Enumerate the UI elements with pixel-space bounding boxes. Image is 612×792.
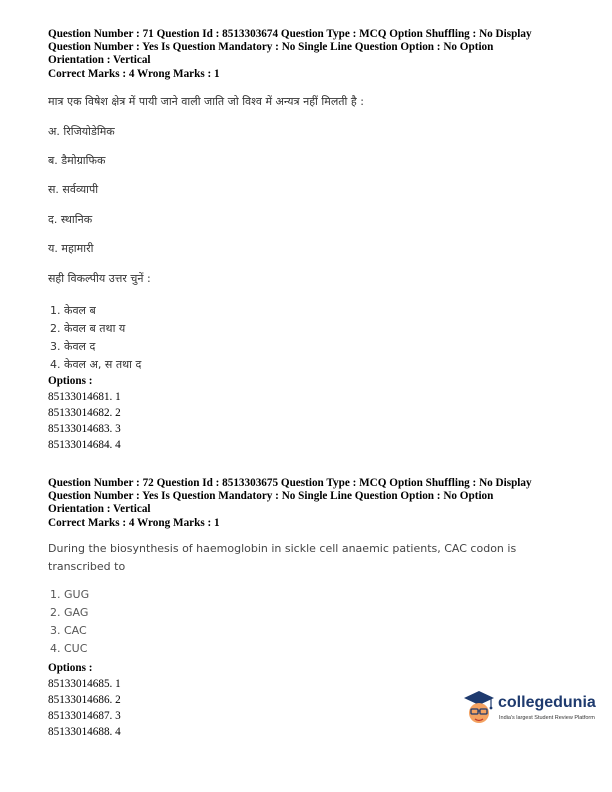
q72-option-id: 85133014685. 1 bbox=[48, 678, 121, 690]
q72-choice: 3. CAC bbox=[50, 624, 87, 637]
q71-option-id: 85133014684. 4 bbox=[48, 439, 121, 451]
q71-option-id: 85133014682. 2 bbox=[48, 407, 121, 419]
q71-marks: Correct Marks : 4 Wrong Marks : 1 bbox=[48, 67, 220, 80]
collegedunia-logo bbox=[462, 688, 612, 732]
q71-option-id: 85133014681. 1 bbox=[48, 391, 121, 403]
q72-meta-line2: Question Number : Yes Is Question Mandatory : No Single Line Question Option : No Option bbox=[48, 490, 494, 503]
q72-question: During the biosynthesis of haemoglobin in sickle cell anaemic patients, CAC codon is transcribed to bbox=[48, 542, 517, 573]
q71-choice: 2. केवल ब तथा य bbox=[50, 322, 126, 335]
q72-meta-line3: Orientation : Vertical bbox=[48, 503, 151, 516]
q71-meta-line3: Orientation : Vertical bbox=[48, 54, 151, 67]
q71-choice: 3. केवल द bbox=[50, 340, 96, 353]
q72-marks: Correct Marks : 4 Wrong Marks : 1 bbox=[48, 516, 220, 529]
q71-statement: ब. डैमोग्राफिक bbox=[48, 154, 106, 167]
q72-meta-line1: Question Number : 72 Question Id : 8513303675 Question Type : MCQ Option Shuffling : No Display bbox=[48, 477, 532, 489]
q71-option-id: 85133014683. 3 bbox=[48, 423, 121, 435]
q71-statement: अ. रिजियोडेमिक bbox=[48, 125, 115, 138]
q72-header bbox=[48, 477, 588, 530]
q71-header bbox=[48, 28, 588, 81]
q71-statement: य. महामारी bbox=[48, 242, 94, 255]
q72-choice: 1. GUG bbox=[50, 588, 90, 601]
graduate-mascot-icon bbox=[462, 688, 496, 728]
q72-choice: 4. CUC bbox=[50, 642, 88, 655]
q71-instruction: सही विकल्पीय उत्तर चुनें : bbox=[48, 272, 151, 285]
q71-statement: द. स्थानिक bbox=[48, 213, 93, 226]
q71-choice: 4. केवल अ, स तथा द bbox=[50, 358, 142, 371]
q71-statement: स. सर्वव्यापी bbox=[48, 183, 99, 196]
q71-choice: 1. केवल ब bbox=[50, 304, 96, 317]
q72-choice: 2. GAG bbox=[50, 606, 89, 619]
q71-question: मात्र एक विषेश क्षेत्र में पायी जाने वाली जाति जो विश्व में अन्यत्र नहीं मिलती है : bbox=[48, 95, 364, 108]
q72-option-id: 85133014688. 4 bbox=[48, 726, 121, 738]
q71-meta-line1: Question Number : 71 Question Id : 8513303674 Question Type : MCQ Option Shuffling : No Display bbox=[48, 28, 532, 40]
q72-option-id: 85133014687. 3 bbox=[48, 710, 121, 722]
q71-meta-line2: Question Number : Yes Is Question Mandatory : No Single Line Question Option : No Option bbox=[48, 41, 494, 54]
q72-options-label: Options : bbox=[48, 662, 93, 674]
q71-options-label: Options : bbox=[48, 375, 93, 387]
brand-tagline: India's largest Student Review Platform bbox=[499, 715, 595, 721]
brand-wordmark: collegedunia bbox=[498, 694, 596, 711]
q72-option-id: 85133014686. 2 bbox=[48, 694, 121, 706]
